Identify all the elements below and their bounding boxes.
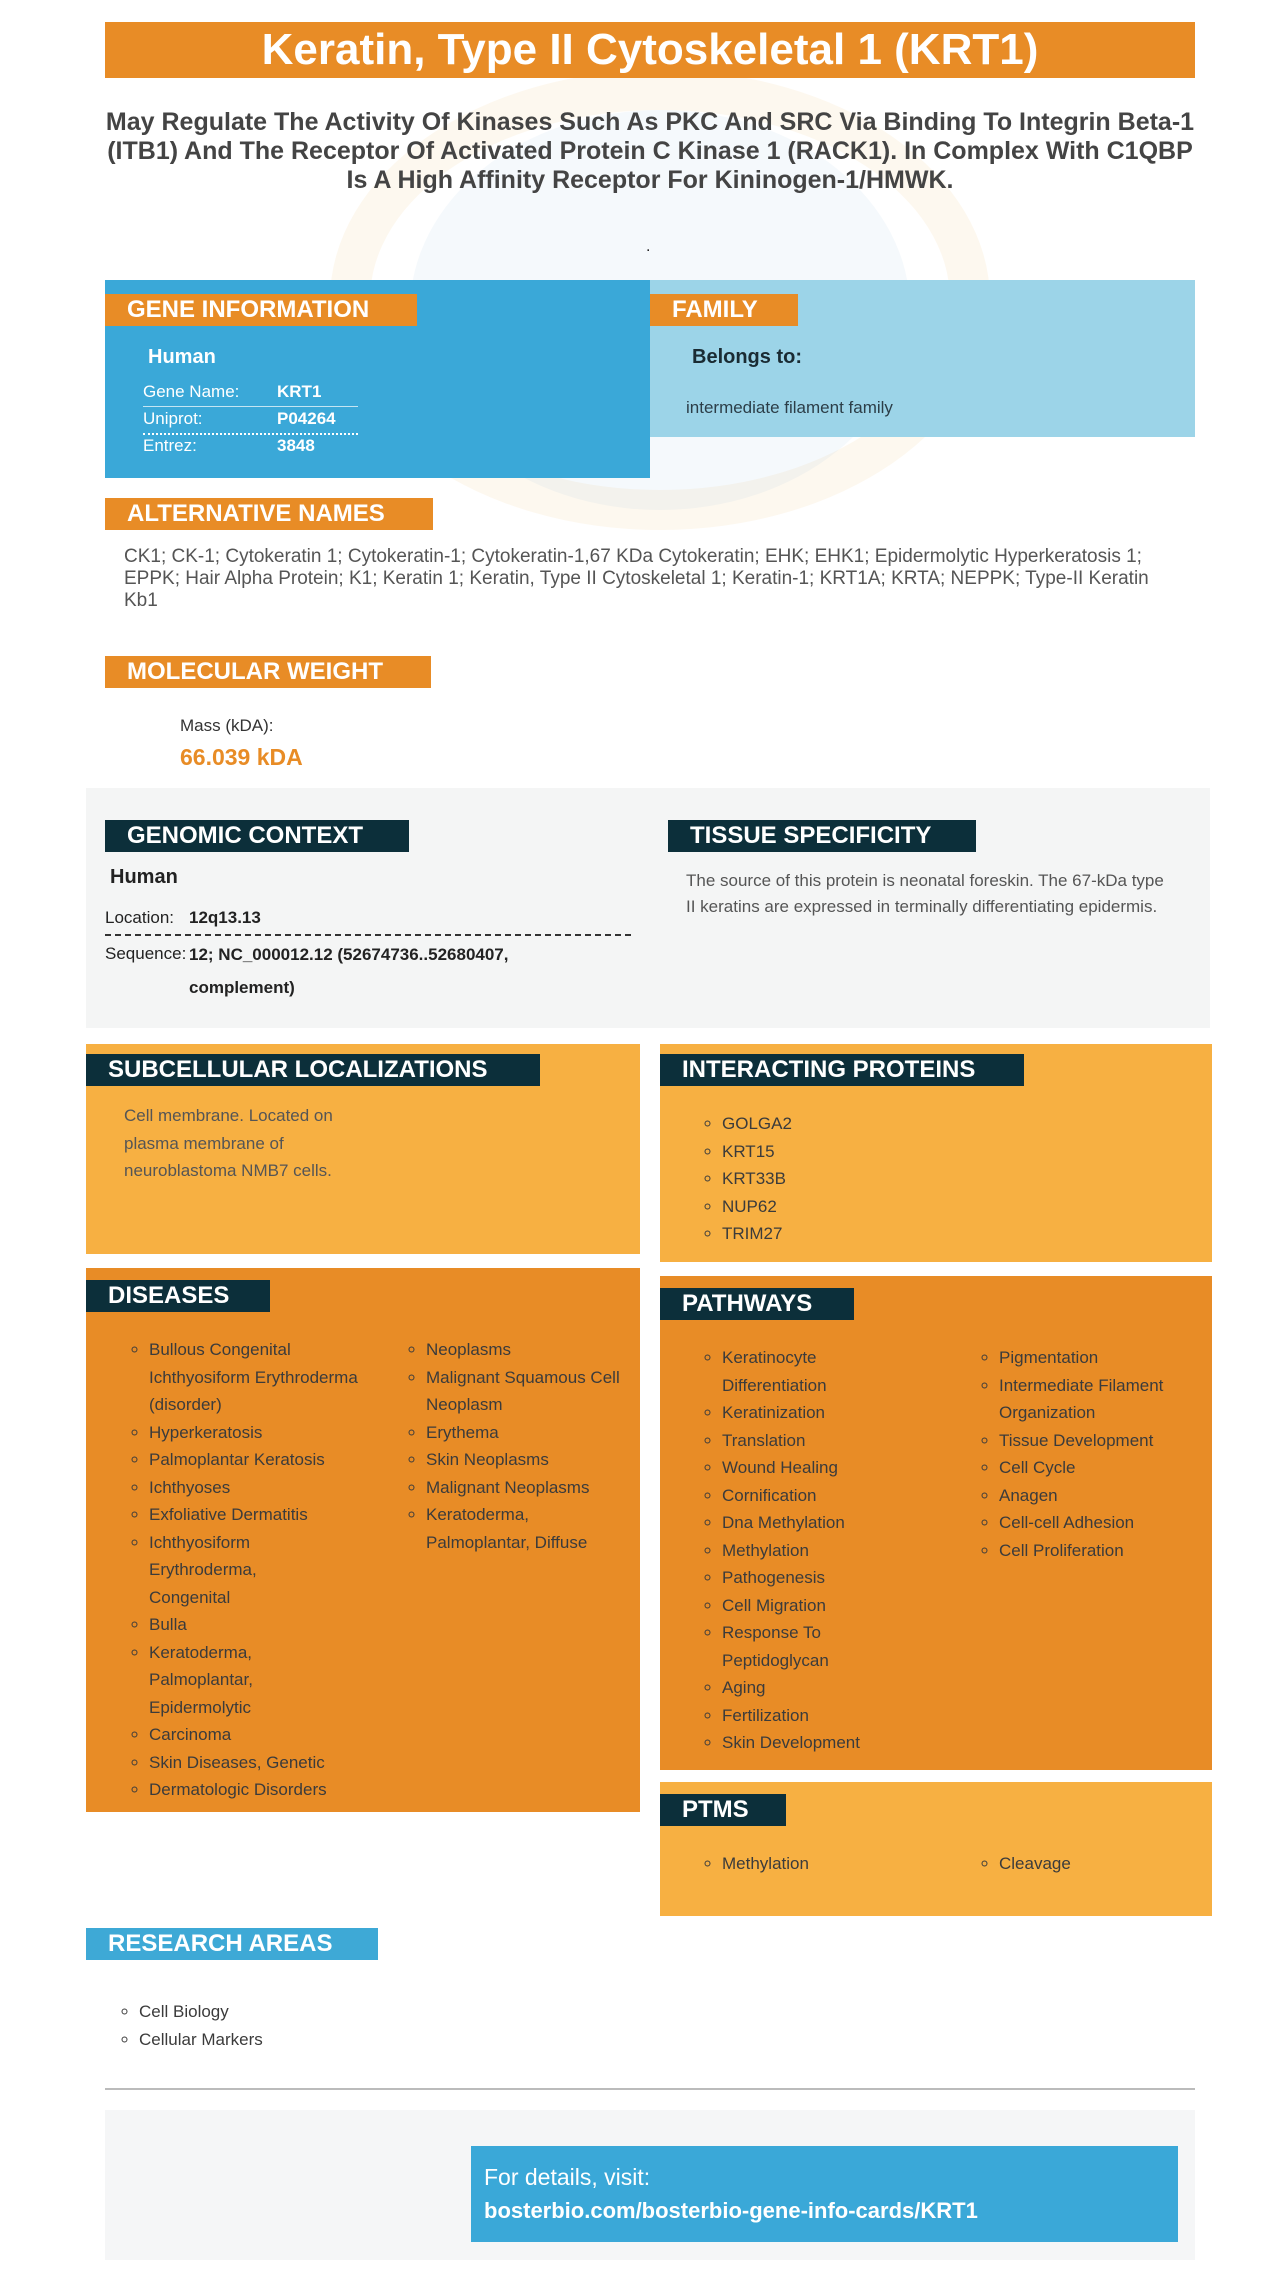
pathway-item: ◦ Tissue Development: [999, 1427, 1199, 1455]
gene-name-value: KRT1: [277, 382, 322, 401]
diseases-header: DISEASES: [86, 1280, 270, 1312]
pathway-item: ◦ Aging: [722, 1674, 922, 1702]
gene-name-row: [143, 378, 358, 407]
disease-item: ◦ Malignant Neoplasms: [426, 1474, 626, 1502]
ptms-list-col2: [979, 1850, 1071, 1878]
mass-value: 66.039 kDA: [180, 744, 303, 770]
molecular-weight-header: MOLECULAR WEIGHT: [105, 656, 431, 688]
pathways-list-col2: [979, 1344, 1199, 1564]
pathway-item: ◦ Wound Healing: [722, 1454, 922, 1482]
research-areas-header: RESEARCH AREAS: [86, 1928, 378, 1960]
alternative-names-header: ALTERNATIVE NAMES: [105, 498, 433, 530]
family-value: intermediate filament family: [686, 398, 893, 417]
interacting-protein-item: ◦ TRIM27: [722, 1220, 792, 1248]
disease-item: ◦ Skin Neoplasms: [426, 1446, 626, 1474]
gene-name-label: Gene Name:: [143, 382, 240, 401]
disease-item: ◦ Malignant Squamous Cell Neoplasm: [426, 1364, 626, 1419]
family-belongs-label: Belongs to:: [692, 346, 802, 368]
pathway-item: ◦ Pathogenesis: [722, 1564, 922, 1592]
ptm-item: ◦ Cleavage: [999, 1850, 1071, 1878]
disease-item: ◦ Keratoderma, Palmoplantar, Epidermolytic: [149, 1639, 269, 1722]
entrez-value: 3848: [277, 436, 315, 455]
interacting-protein-item: ◦ NUP62: [722, 1193, 792, 1221]
genomic-context-header: GENOMIC CONTEXT: [105, 820, 409, 852]
disease-item: ◦ Dermatologic Disorders: [149, 1776, 379, 1804]
mass-label: Mass (kDA):: [180, 716, 274, 735]
pathway-item: ◦ Cornification: [722, 1482, 922, 1510]
disease-item: ◦ Palmoplantar Keratosis: [149, 1446, 379, 1474]
interacting-protein-item: ◦ KRT15: [722, 1138, 792, 1166]
pathway-item: ◦ Keratinization: [722, 1399, 922, 1427]
diseases-list-col2: [406, 1336, 626, 1556]
disease-item: ◦ Carcinoma: [149, 1721, 379, 1749]
dashed-divider: [105, 934, 631, 936]
uniprot-row: [143, 405, 358, 435]
pathway-item: ◦ Translation: [722, 1427, 922, 1455]
pathway-item: ◦ Response To Peptidoglycan: [722, 1619, 852, 1674]
interacting-proteins-list: [702, 1110, 792, 1248]
disease-item: ◦ Neoplasms: [426, 1336, 626, 1364]
disease-item: ◦ Keratoderma, Palmoplantar, Diffuse: [426, 1501, 626, 1556]
pathway-item: ◦ Cell Migration: [722, 1592, 922, 1620]
research-areas-list: [119, 1998, 263, 2053]
details-link[interactable]: bosterbio.com/bosterbio-gene-info-cards/KRT1: [484, 2198, 978, 2223]
pathways-list-col1: [702, 1344, 922, 1757]
pathways-header: PATHWAYS: [660, 1288, 854, 1320]
ptms-header: PTMS: [660, 1794, 786, 1826]
pathway-item: ◦ Dna Methylation: [722, 1509, 922, 1537]
pathway-item: ◦ Methylation: [722, 1537, 922, 1565]
disease-item: ◦ Bulla: [149, 1611, 379, 1639]
disease-item: ◦ Exfoliative Dermatitis: [149, 1501, 379, 1529]
gene-information-header: GENE INFORMATION: [105, 294, 417, 326]
sequence-value: 12; NC_000012.12 (52674736..52680407, complement): [189, 945, 509, 997]
disease-item: ◦ Hyperkeratosis: [149, 1419, 379, 1447]
interacting-proteins-header: INTERACTING PROTEINS: [660, 1054, 1024, 1086]
pathway-item: ◦ Cell Proliferation: [999, 1537, 1199, 1565]
pathway-item: ◦ Cell Cycle: [999, 1454, 1199, 1482]
protein-function-summary: May Regulate The Activity Of Kinases Such As PKC And SRC Via Binding To Integrin Beta-1 (ITB1) And The Receptor Of Activated Protein C Kinase 1 (RACK1). In Complex With C1QBP Is A High Affinity Receptor For Kininogen-1/HMWK.: [105, 108, 1195, 194]
visit-label: For details, visit:: [484, 2164, 651, 2190]
pathway-item: ◦ Fertilization: [722, 1702, 922, 1730]
entrez-row: [143, 432, 358, 460]
research-area-item: ◦ Cellular Markers: [139, 2026, 263, 2054]
subcellular-text: Cell membrane. Located on plasma membrane of neuroblastoma NMB7 cells.: [124, 1106, 333, 1180]
disease-item: ◦ Ichthyoses: [149, 1474, 379, 1502]
location-value: 12q13.13: [189, 908, 261, 927]
disease-item: ◦ Ichthyosiform Erythroderma, Congenital: [149, 1529, 269, 1612]
footer-divider: [105, 2088, 1195, 2090]
location-label: Location:: [105, 908, 174, 927]
uniprot-label: Uniprot:: [143, 409, 203, 428]
entrez-label: Entrez:: [143, 436, 197, 455]
subcellular-header: SUBCELLULAR LOCALIZATIONS: [86, 1054, 540, 1086]
pathway-item: ◦ Cell-cell Adhesion: [999, 1509, 1199, 1537]
family-header: FAMILY: [650, 294, 798, 326]
genomic-species: Human: [110, 866, 178, 888]
tissue-specificity-text: The source of this protein is neonatal foreskin. The 67-kDa type II keratins are expressed in terminally differentiating epidermis.: [686, 871, 1164, 916]
disease-item: ◦ Skin Diseases, Genetic: [149, 1749, 379, 1777]
tissue-specificity-header: TISSUE SPECIFICITY: [668, 820, 976, 852]
separator-dot: .: [646, 238, 651, 255]
pathway-item: ◦ Intermediate Filament Organization: [999, 1372, 1199, 1427]
gene-species: Human: [148, 346, 216, 368]
disease-item: ◦ Bullous Congenital Ichthyosiform Erythroderma (disorder): [149, 1336, 379, 1419]
interacting-protein-item: ◦ KRT33B: [722, 1165, 792, 1193]
pathway-item: ◦ Pigmentation: [999, 1344, 1199, 1372]
page-title: Keratin, Type II Cytoskeletal 1 (KRT1): [105, 22, 1195, 78]
uniprot-value: P04264: [277, 409, 336, 428]
disease-item: ◦ Erythema: [426, 1419, 626, 1447]
alternative-names-text: CK1; CK-1; Cytokeratin 1; Cytokeratin-1; Cytokeratin-1,67 KDa Cytokeratin; EHK; EHK1; Epidermolytic Hyperkeratosis 1; EPPK; Hair Alpha Protein; K1; Keratin 1; Keratin, Type II Cytoskeletal 1; Keratin-1; KRT1A; KRTA; NEPPK; Type-II Keratin Kb1: [124, 546, 1149, 611]
sequence-label: Sequence:: [105, 944, 187, 963]
research-area-item: ◦ Cell Biology: [139, 1998, 263, 2026]
pathway-item: ◦ Anagen: [999, 1482, 1199, 1510]
interacting-protein-item: ◦ GOLGA2: [722, 1110, 792, 1138]
ptm-item: ◦ Methylation: [722, 1850, 809, 1878]
diseases-list-col1: [129, 1336, 379, 1804]
visit-link-box[interactable]: [471, 2146, 1178, 2242]
pathway-item: ◦ Keratinocyte Differentiation: [722, 1344, 922, 1399]
pathway-item: ◦ Skin Development: [722, 1729, 922, 1757]
ptms-list-col1: [702, 1850, 809, 1878]
